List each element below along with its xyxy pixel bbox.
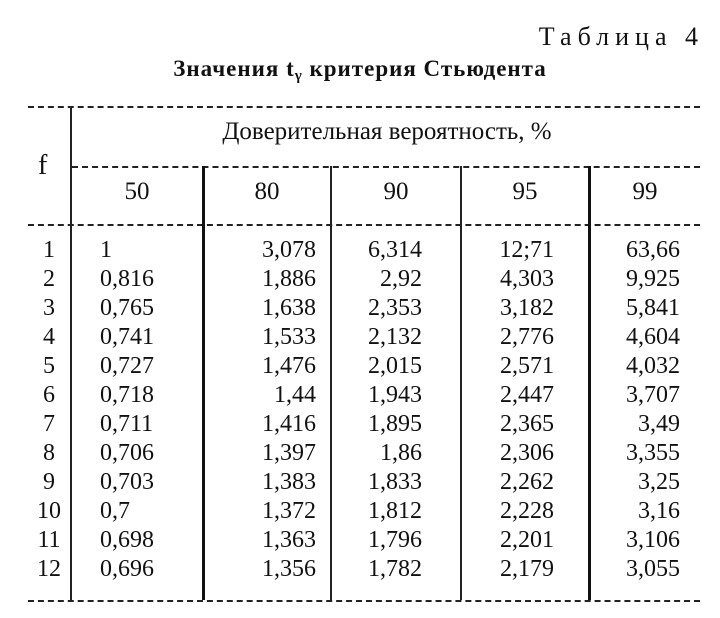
title-subscript: γ <box>294 68 303 84</box>
value-cell: 2,365 <box>500 411 554 437</box>
header-bottom-rule <box>28 224 700 226</box>
value-cell: 3,055 <box>626 556 680 582</box>
value-cell: 3,25 <box>638 469 680 495</box>
f-cell: 6 <box>43 382 55 408</box>
value-cell: 0,741 <box>100 324 154 350</box>
title-prefix: Значения t <box>173 56 295 81</box>
value-cell: 0,718 <box>100 382 154 408</box>
f-cell: 11 <box>37 527 61 553</box>
value-cell: 12;71 <box>499 237 554 263</box>
table-row <box>0 323 720 352</box>
subheader-rule <box>72 166 700 168</box>
table-body <box>0 236 720 584</box>
table-row <box>0 439 720 468</box>
value-cell: 1,416 <box>262 411 316 437</box>
value-cell: 1,812 <box>368 498 422 524</box>
table-row <box>0 294 720 323</box>
value-cell: 1,886 <box>262 266 316 292</box>
column-header-50: 50 <box>124 178 150 205</box>
value-cell: 6,314 <box>368 237 422 263</box>
f-cell: 7 <box>43 411 55 437</box>
value-cell: 1,372 <box>262 498 316 524</box>
value-cell: 2,179 <box>500 556 554 582</box>
value-cell: 0,711 <box>100 411 154 437</box>
table-number-label: Таблица 4 <box>538 22 704 51</box>
table-row <box>0 381 720 410</box>
value-cell: 3,16 <box>638 498 680 524</box>
value-cell: 0,816 <box>100 266 154 292</box>
value-cell: 2,262 <box>500 469 554 495</box>
bottom-rule <box>28 600 700 602</box>
value-cell: 3,182 <box>500 295 554 321</box>
table-row <box>0 468 720 497</box>
column-header-95: 95 <box>512 178 538 205</box>
top-rule <box>28 106 700 108</box>
value-cell: 0,703 <box>100 469 154 495</box>
value-cell: 0,696 <box>100 556 154 582</box>
value-cell: 1,44 <box>274 382 316 408</box>
value-cell: 4,604 <box>626 324 680 350</box>
table-row <box>0 555 720 584</box>
value-cell: 1 <box>100 237 112 263</box>
column-header-90: 90 <box>383 178 409 205</box>
f-cell: 5 <box>43 353 55 379</box>
table-row <box>0 265 720 294</box>
value-cell: 1,796 <box>368 527 422 553</box>
table-row <box>0 236 720 265</box>
value-cell: 1,782 <box>368 556 422 582</box>
value-cell: 2,201 <box>500 527 554 553</box>
value-cell: 1,383 <box>262 469 316 495</box>
value-cell: 2,776 <box>500 324 554 350</box>
value-cell: 3,078 <box>262 237 316 263</box>
value-cell: 1,943 <box>368 382 422 408</box>
value-cell: 2,228 <box>500 498 554 524</box>
confidence-level-header: Доверительная вероятность, % <box>222 118 552 145</box>
value-cell: 2,132 <box>368 324 422 350</box>
value-cell: 0,7 <box>100 498 130 524</box>
title-suffix: критерия Стьюдента <box>302 56 547 81</box>
f-cell: 9 <box>43 469 55 495</box>
value-cell: 2,571 <box>500 353 554 379</box>
f-cell: 10 <box>37 498 61 524</box>
value-cell: 4,032 <box>626 353 680 379</box>
value-cell: 3,106 <box>626 527 680 553</box>
value-cell: 0,698 <box>100 527 154 553</box>
table-title <box>0 56 720 85</box>
value-cell: 2,447 <box>500 382 554 408</box>
value-cell: 1,638 <box>262 295 316 321</box>
value-cell: 2,92 <box>380 266 422 292</box>
value-cell: 0,765 <box>100 295 154 321</box>
table-row <box>0 497 720 526</box>
value-cell: 1,533 <box>262 324 316 350</box>
value-cell: 2,306 <box>500 440 554 466</box>
value-cell: 5,841 <box>626 295 680 321</box>
f-cell: 1 <box>43 237 55 263</box>
column-header-80: 80 <box>254 178 280 205</box>
f-column-header: f <box>38 150 48 181</box>
f-cell: 12 <box>37 556 61 582</box>
value-cell: 63,66 <box>626 237 680 263</box>
value-cell: 0,706 <box>100 440 154 466</box>
f-cell: 8 <box>43 440 55 466</box>
value-cell: 2,353 <box>368 295 422 321</box>
value-cell: 1,397 <box>262 440 316 466</box>
value-cell: 4,303 <box>500 266 554 292</box>
column-header-99: 99 <box>632 178 658 205</box>
value-cell: 3,49 <box>638 411 680 437</box>
value-cell: 0,727 <box>100 353 154 379</box>
table-row <box>0 410 720 439</box>
value-cell: 1,86 <box>380 440 422 466</box>
value-cell: 2,015 <box>368 353 422 379</box>
value-cell: 1,363 <box>262 527 316 553</box>
table-row <box>0 526 720 555</box>
value-cell: 1,356 <box>262 556 316 582</box>
table-row <box>0 352 720 381</box>
value-cell: 1,476 <box>262 353 316 379</box>
f-cell: 3 <box>43 295 55 321</box>
f-cell: 2 <box>43 266 55 292</box>
value-cell: 3,707 <box>626 382 680 408</box>
value-cell: 3,355 <box>626 440 680 466</box>
f-cell: 4 <box>43 324 55 350</box>
value-cell: 9,925 <box>626 266 680 292</box>
value-cell: 1,895 <box>368 411 422 437</box>
value-cell: 1,833 <box>368 469 422 495</box>
